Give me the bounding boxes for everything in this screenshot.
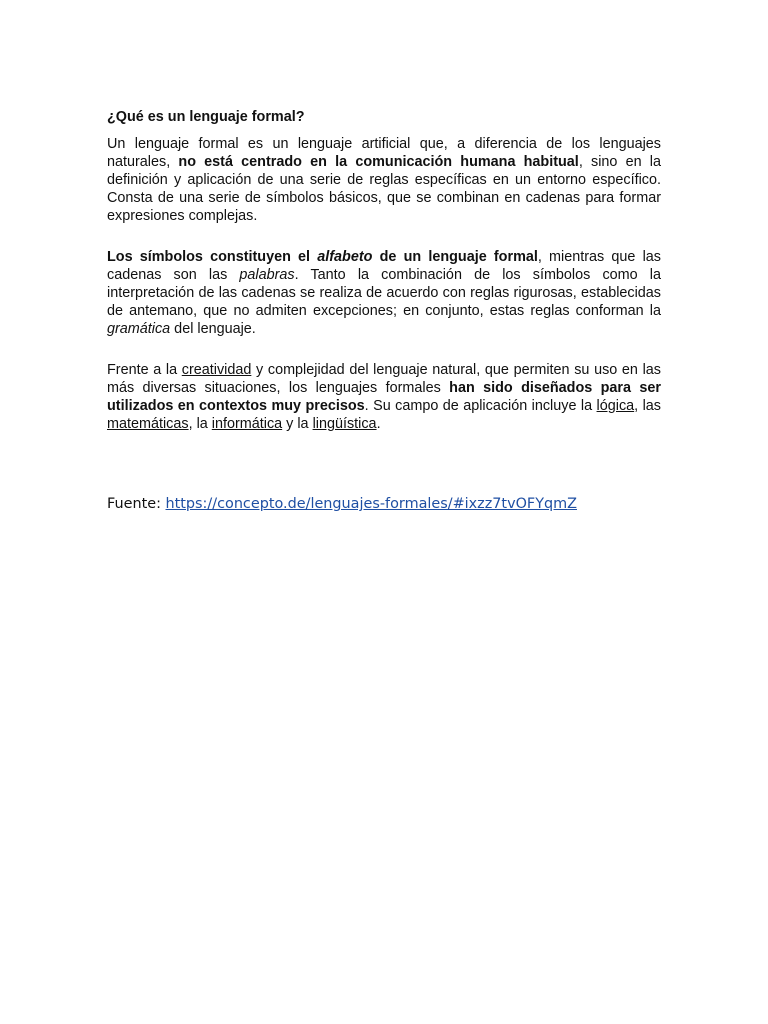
underlined-word-informatica: informática — [211, 416, 283, 432]
document-page — [107, 108, 661, 513]
paragraph-text: y complejidad del lenguaje natural, que permiten su uso en las más diversas situaciones, los lenguajes formales — [107, 362, 661, 396]
bold-phrase: han sido diseñados para ser utilizados en contextos muy precisos — [107, 380, 661, 414]
paragraph-alphabet — [107, 248, 661, 338]
document-title: ¿Qué es un lenguaje formal? — [107, 109, 305, 125]
paragraph-text: , mientras que las cadenas son las — [107, 249, 661, 283]
paragraph-text: del lenguaje. — [170, 321, 256, 337]
paragraph-text: , sino en la definición y aplicación de una serie de reglas específicas en un entorno específico. Consta de una serie de símbolos básicos, que se combinan en cadenas para formar expresiones complejas. — [107, 154, 661, 224]
source-line — [107, 495, 661, 513]
paragraph-text: . Su campo de aplicación incluye la — [364, 398, 597, 414]
paragraph-text: Un lenguaje formal es un lenguaje artificial que, a diferencia de los lenguajes naturales, — [107, 136, 661, 170]
paragraph-text: . Tanto la combinación de los símbolos como la interpretación de las cadenas se realiza de acuerdo con reglas rigurosas, establecidas de antemano, que no admiten excepciones; en conjunto, estas reglas conforman la — [107, 267, 661, 319]
paragraph-text: , la — [188, 416, 212, 432]
bold-italic-word: alfabeto — [317, 249, 373, 265]
underlined-word-matematicas: matemáticas — [107, 416, 189, 432]
paragraph-text: , las — [634, 398, 661, 414]
source-link[interactable]: https://concepto.de/lenguajes-formales/#ixzz7tvOFYqmZ — [165, 496, 577, 512]
underlined-word-logica: lógica — [596, 398, 635, 414]
italic-word: gramática — [107, 321, 171, 337]
paragraph-applications — [107, 361, 661, 433]
source-label: Fuente: — [107, 496, 166, 512]
underlined-word-creatividad: creatividad — [181, 362, 252, 378]
underlined-word-linguistica: lingüística — [312, 416, 377, 432]
italic-word: palabras — [239, 267, 295, 283]
bold-phrase: no está centrado en la comunicación humana habitual — [178, 154, 579, 170]
paragraph-text: Frente a la — [107, 362, 182, 378]
paragraph-text: . — [376, 416, 381, 432]
bold-phrase: Los símbolos constituyen el — [107, 249, 318, 265]
bold-phrase: de un lenguaje formal — [372, 249, 538, 265]
paragraph-definition — [107, 135, 661, 225]
paragraph-text: y la — [282, 416, 313, 432]
